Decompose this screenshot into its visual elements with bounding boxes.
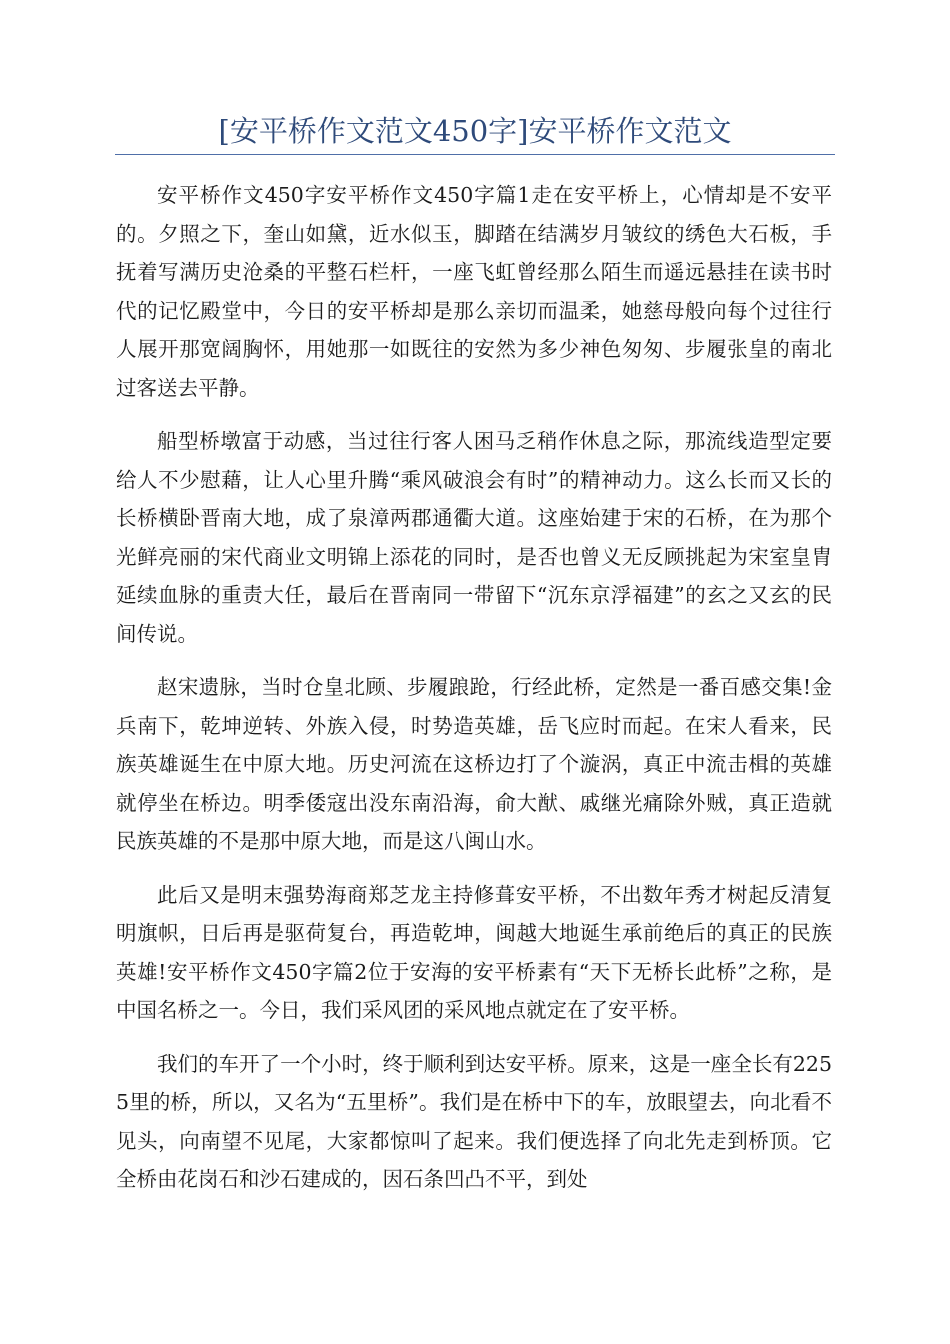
paragraph-3: 赵宋遗脉，当时仓皇北顾、步履踉跄，行经此桥，定然是一番百感交集!金兵南下，乾坤逆转、外族入侵，时势造英雄，岳飞应时而起。在宋人看来，民族英雄诞生在中原大地。历史河流在这桥边打了个漩涡，真正中流击楫的英雄就停坐在桥边。明季倭寇出没东南沿海，俞大猷、戚继光痛除外贼，真正造就民族英雄的不是那中原大地，而是这八闽山水。 [116,675,832,853]
paragraph-5: 我们的车开了一个小时，终于顺利到达安平桥。原来，这是一座全长有2255里的桥，所以，又名为“五里桥”。我们是在桥中下的车，放眼望去，向北看不见头，向南望不见尾，大家都惊叫了起来。我们便选择了向北先走到桥顶。它全桥由花岗石和沙石建成的，因石条凹凸不平，到处 [116,1051,832,1191]
title-underline [115,154,835,155]
document-body [116,176,832,1214]
paragraph-4: 此后又是明末强势海商郑芝龙主持修葺安平桥，不出数年秀才树起反清复明旗帜，日后再是驱荷复台，再造乾坤，闽越大地诞生承前绝后的真正的民族英雄!安平桥作文450字篇2位于安海的安平桥素有“天下无桥长此桥”之称，是中国名桥之一。今日，我们采风团的采风地点就定在了安平桥。 [116,882,832,1022]
paragraph-1: 安平桥作文450字安平桥作文450字篇1走在安平桥上，心情却是不安平的。夕照之下，奎山如黛，近水似玉，脚踏在结满岁月皱纹的绣色大石板，手抚着写满历史沧桑的平整石栏杆，一座飞虹曾经那么陌生而遥远悬挂在读书时代的记忆殿堂中，今日的安平桥却是那么亲切而温柔，她慈母般向每个过往行人展开那宽阔胸怀，用她那一如既往的安然为多少神色匆匆、步履张皇的南北过客送去平静。 [116,183,832,400]
paragraph-2: 船型桥墩富于动感，当过往行客人困马乏稍作休息之际，那流线造型定要给人不少慰藉，让人心里升腾“乘风破浪会有时”的精神动力。这么长而又长的长桥横卧晋南大地，成了泉漳两郡通衢大道。这座始建于宋的石桥，在为那个光鲜亮丽的宋代商业文明锦上添花的同时，是否也曾义无反顾挑起为宋室皇胄延续血脉的重责大任，最后在晋南同一带留下“沉东京浮福建”的玄之又玄的民间传说。 [116,429,832,646]
document-title: [安平桥作文范文450字]安平桥作文范文 [218,114,732,148]
